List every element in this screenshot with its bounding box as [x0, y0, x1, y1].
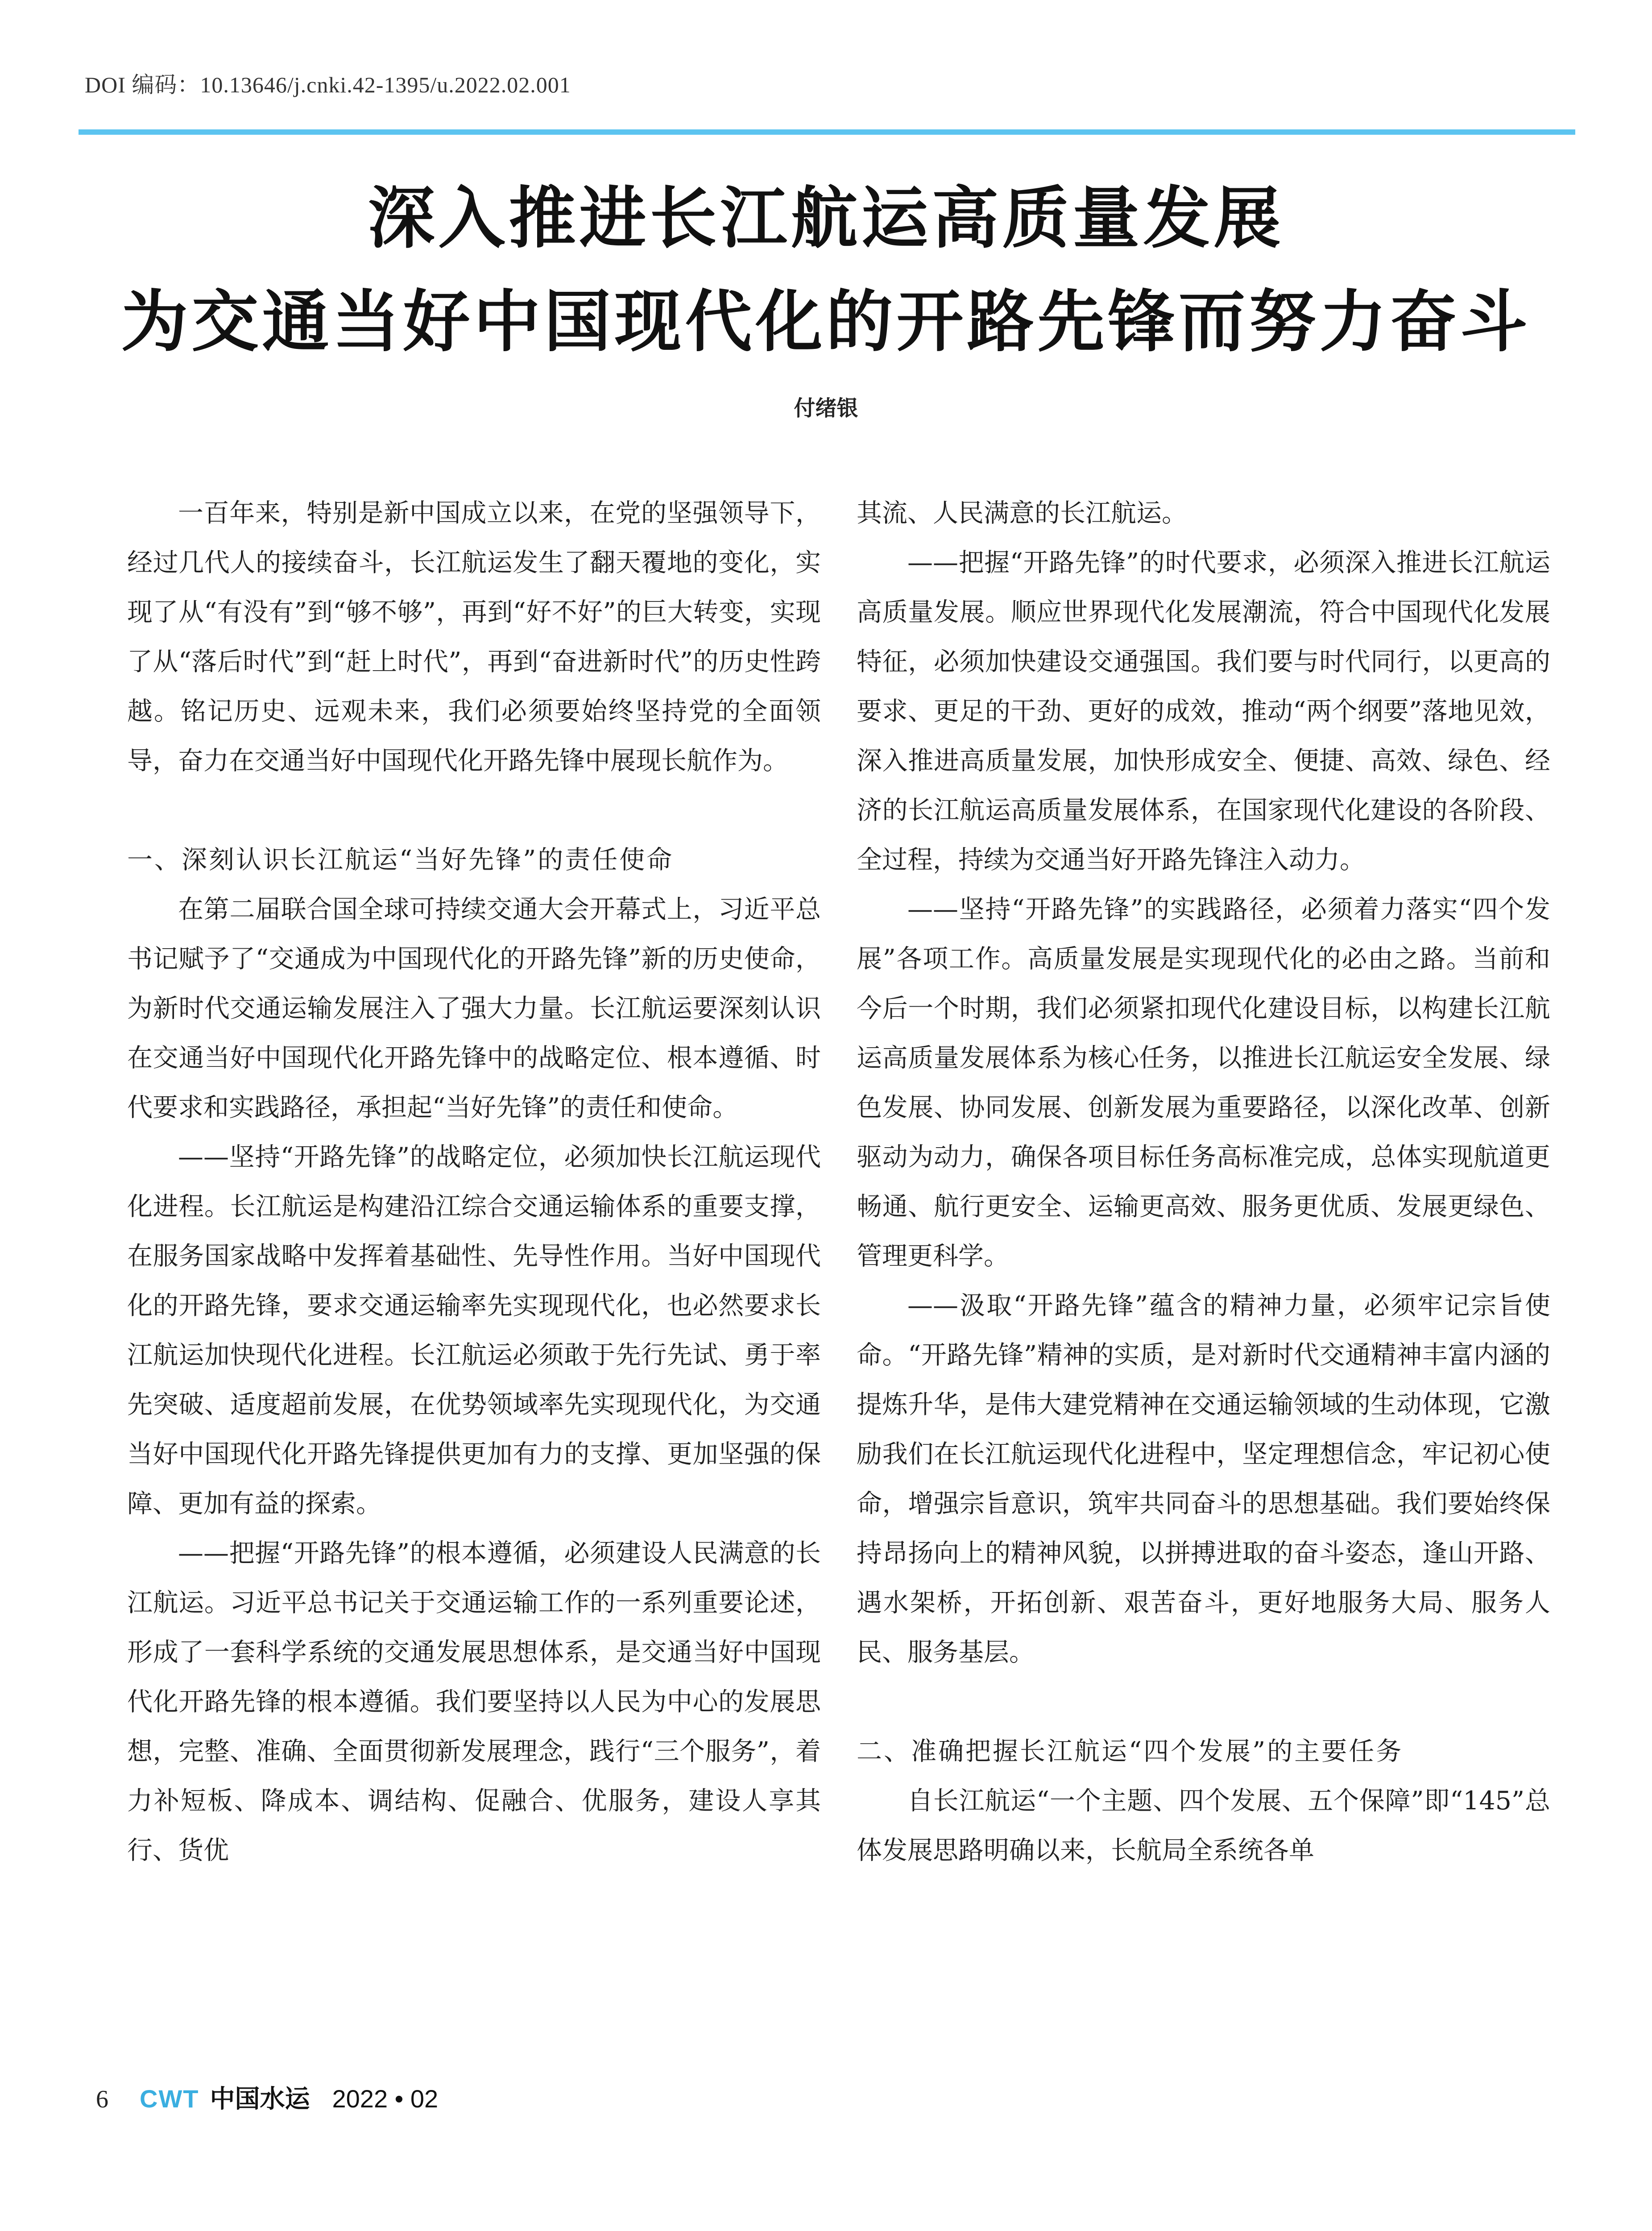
- issue-number: 2022 • 02: [332, 2085, 439, 2113]
- article-title-line-1: 深入推进长江航运高质量发展: [368, 180, 1284, 257]
- paragraph: ——坚持“开路先锋”的实践路径，必须着力落实“四个发展”各项工作。高质量发展是实现现代化的必由之路。当前和今后一个时期，我们必须紧扣现代化建设目标，以构建长江航运高质量发展体系为核心任务，以推进长江航运安全发展、绿色发展、协同发展、创新发展为重要路径，以深化改革、创新驱动为动力，确保各项目标任务高标准完成，总体实现航道更畅通、航行更安全、运输更高效、服务更优质、发展更绿色、管理更科学。: [857, 895, 1550, 1271]
- paragraph: ——坚持“开路先锋”的战略定位，必须加快长江航运现代化进程。长江航运是构建沿江综合交通运输体系的重要支撑，在服务国家战略中发挥着基础性、先导性作用。当好中国现代化的开路先锋，要求交通运输率先实现现代化，也必然要求长江航运加快现代化进程。长江航运必须敢于先行先试、勇于率先突破、适度超前发展，在优势领域率先实现现代化，为交通当好中国现代化开路先锋提供更加有力的支撑、更加坚强的保障、更加有益的探索。: [127, 1142, 821, 1518]
- left-column: [127, 489, 821, 1875]
- journal-logo: CWT: [140, 2085, 199, 2113]
- page-footer: [96, 2079, 438, 2115]
- paragraph: 在第二届联合国全球可持续交通大会开幕式上，习近平总书记赋予了“交通成为中国现代化的开路先锋”新的历史使命，为新时代交通运输发展注入了强大力量。长江航运要深刻认识在交通当好中国现代化开路先锋中的战略定位、根本遵循、时代要求和实践路径，承担起“当好先锋”的责任和使命。: [127, 895, 821, 1122]
- journal-name: 中国水运: [210, 2085, 310, 2114]
- article-author: 付绪银: [794, 396, 858, 421]
- paragraph-intro: 一百年来，特别是新中国成立以来，在党的坚强领导下，经过几代人的接续奋斗，长江航运发生了翻天覆地的变化，实现了从“有没有”到“够不够”，再到“好不好”的巨大转变，实现了从“落后时代”到“赶上时代”，再到“奋进新时代”的历史性跨越。铭记历史、远观未来，我们必须要始终坚持党的全面领导，奋力在交通当好中国现代化开路先锋中展现长航作为。: [127, 498, 821, 775]
- paragraph: ——把握“开路先锋”的根本遵循，必须建设人民满意的长江航运。习近平总书记关于交通运输工作的一系列重要论述，形成了一套科学系统的交通发展思想体系，是交通当好中国现代化开路先锋的根本遵循。我们要坚持以人民为中心的发展思想，完整、准确、全面贯彻新发展理念，践行“三个服务”，着力补短板、降成本、调结构、促融合、优服务，建设人享其行、货优: [127, 1538, 821, 1865]
- paragraph: ——把握“开路先锋”的时代要求，必须深入推进长江航运高质量发展。顺应世界现代化发展潮流，符合中国现代化发展特征，必须加快建设交通强国。我们要与时代同行，以更高的要求、更足的干劲、更好的成效，推动“两个纲要”落地见效，深入推进高质量发展，加快形成安全、便捷、高效、绿色、经济的长江航运高质量发展体系，在国家现代化建设的各阶段、全过程，持续为交通当好开路先锋注入动力。: [857, 548, 1550, 875]
- paragraph-continued: 其流、人民满意的长江航运。: [857, 498, 1187, 528]
- right-column: [857, 489, 1550, 1875]
- article-title-line-2: 为交通当好中国现代化的开路先锋而努力奋斗: [121, 283, 1531, 361]
- section-heading-2: 二、准确把握长江航运“四个发展”的主要任务: [857, 1737, 1404, 1766]
- section-heading-1: 一、深刻认识长江航运“当好先锋”的责任使命: [127, 845, 674, 875]
- doi-code: DOI 编码：10.13646/j.cnki.42-1395/u.2022.02.001: [85, 72, 571, 97]
- page-number: 6: [96, 2086, 108, 2113]
- paragraph: 自长江航运“一个主题、四个发展、五个保障”即“145”总体发展思路明确以来，长航局全系统各单: [857, 1786, 1550, 1865]
- header-rule: [79, 129, 1575, 135]
- paragraph: ——汲取“开路先锋”蕴含的精神力量，必须牢记宗旨使命。“开路先锋”精神的实质，是对新时代交通精神丰富内涵的提炼升华，是伟大建党精神在交通运输领域的生动体现，它激励我们在长江航运现代化进程中，坚定理想信念，牢记初心使命，增强宗旨意识，筑牢共同奋斗的思想基础。我们要始终保持昂扬向上的精神风貌，以拼搏进取的奋斗姿态，逢山开路、遇水架桥，开拓创新、艰苦奋斗，更好地服务大局、服务人民、服务基层。: [857, 1291, 1550, 1667]
